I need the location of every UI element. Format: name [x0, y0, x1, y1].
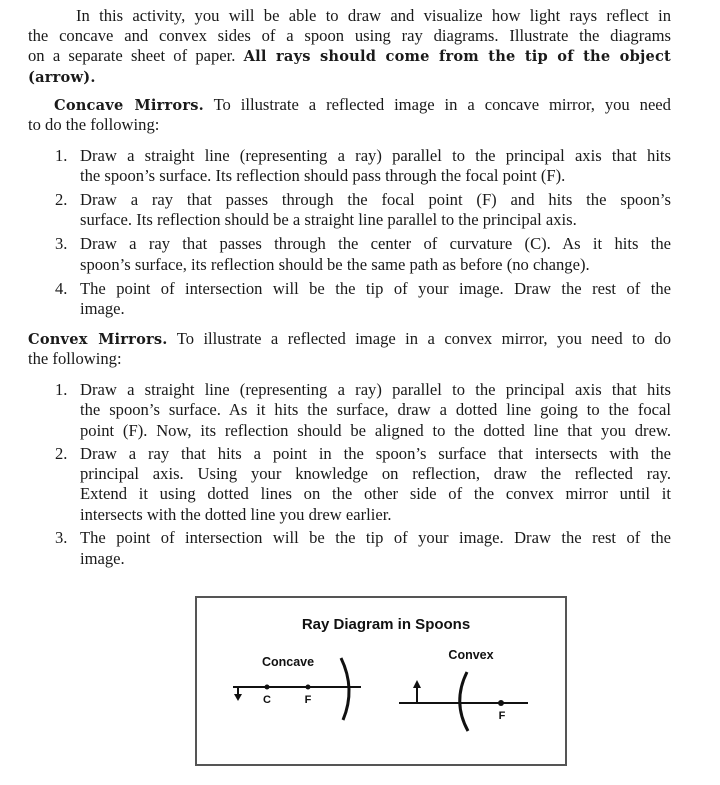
ray-diagram-drawing	[2, 2, 720, 785]
concave-step-2-line-1: Draw a ray that passes through the focal point (F) and hits the spoon’s	[80, 190, 671, 209]
concave-step-4-number: 4.	[55, 279, 68, 298]
point-f-label-convex: F	[498, 710, 506, 722]
convex-step-1-line-2: the spoon’s surface. As it hits the surface, draw a dotted line going to the focal	[80, 400, 671, 419]
concave-label: Concave	[261, 655, 315, 669]
convex-step-2-line-3: Extend it using dotted lines on the other side of the convex mirror until it	[80, 484, 671, 503]
concave-heading: Concave Mirrors.	[54, 97, 204, 114]
convex-intro-line-2: the following:	[28, 349, 122, 368]
intro-bold-instruction: All rays should come from the tip of the object	[243, 48, 671, 65]
concave-step-3-line-1: Draw a ray that passes through the center of curvature (C). As it hits the	[80, 234, 671, 253]
convex-step-2-line-4: intersects with the dotted line you drew earlier.	[80, 505, 392, 524]
convex-heading: Convex Mirrors.	[28, 331, 168, 348]
concave-step-3-line-2: spoon’s surface, its reflection should be the same path as before (no change).	[80, 255, 590, 274]
convex-step-2-line-1: Draw a ray that hits a point in the spoon’s surface that intersects with the	[80, 444, 671, 463]
point-c-label: C	[263, 694, 271, 706]
concave-step-3-number: 3.	[55, 234, 68, 253]
convex-step-2-line-2: principal axis. Using your knowledge on reflection, draw the reflected ray.	[80, 464, 671, 483]
point-c-dot	[265, 685, 270, 690]
concave-intro-line-2: to do the following:	[28, 115, 160, 134]
convex-step-3-number: 3.	[55, 528, 68, 547]
convex-label: Convex	[448, 648, 494, 662]
intro-line-3-text: on a separate sheet of paper.	[28, 46, 236, 65]
object-arrow-down-icon	[234, 694, 242, 701]
concave-step-4-line-1: The point of intersection will be the tip of your image. Draw the rest of the	[80, 279, 671, 298]
intro-line-1: In this activity, you will be able to draw and visualize how light rays reflect in	[76, 6, 671, 25]
ray-diagram-figure	[195, 596, 567, 766]
concave-step-2-number: 2.	[55, 190, 68, 209]
convex-mirror-curve	[460, 672, 468, 731]
convex-intro-text: To illustrate a reflected image in a convex mirror, you need to do	[176, 329, 671, 348]
object-arrow-up-icon	[413, 680, 421, 688]
concave-step-2-line-2: surface. Its reflection should be a straight line parallel to the principal axis.	[80, 210, 577, 229]
point-f-dot-concave	[306, 685, 311, 690]
concave-mirror-curve	[341, 658, 349, 720]
concave-step-1-line-2: the spoon’s surface. Its reflection should pass through the focal point (F).	[80, 166, 566, 185]
convex-step-3-line-2: image.	[80, 549, 125, 568]
convex-step-1-number: 1.	[55, 380, 68, 399]
convex-step-3-line-1: The point of intersection will be the tip of your image. Draw the rest of the	[80, 528, 671, 547]
intro-bold-instruction-end: (arrow).	[28, 69, 96, 86]
diagram-title: Ray Diagram in Spoons	[301, 616, 471, 633]
concave-step-1-line-1: Draw a straight line (representing a ray) parallel to the principal axis that hits	[80, 146, 671, 165]
point-f-label-concave: F	[304, 694, 312, 706]
point-f-dot-convex	[498, 700, 504, 706]
convex-step-1-line-1: Draw a straight line (representing a ray) parallel to the principal axis that hits	[80, 380, 671, 399]
convex-step-1-line-3: point (F). Now, its reflection should be aligned to the dotted line that you drew.	[80, 421, 671, 440]
concave-intro-text: To illustrate a reflected image in a concave mirror, you need	[213, 95, 671, 114]
concave-step-4-line-2: image.	[80, 299, 125, 318]
convex-step-2-number: 2.	[55, 444, 68, 463]
concave-step-1-number: 1.	[55, 146, 68, 165]
intro-line-2: the concave and convex sides of a spoon using ray diagrams. Illustrate the diagrams	[28, 26, 671, 45]
